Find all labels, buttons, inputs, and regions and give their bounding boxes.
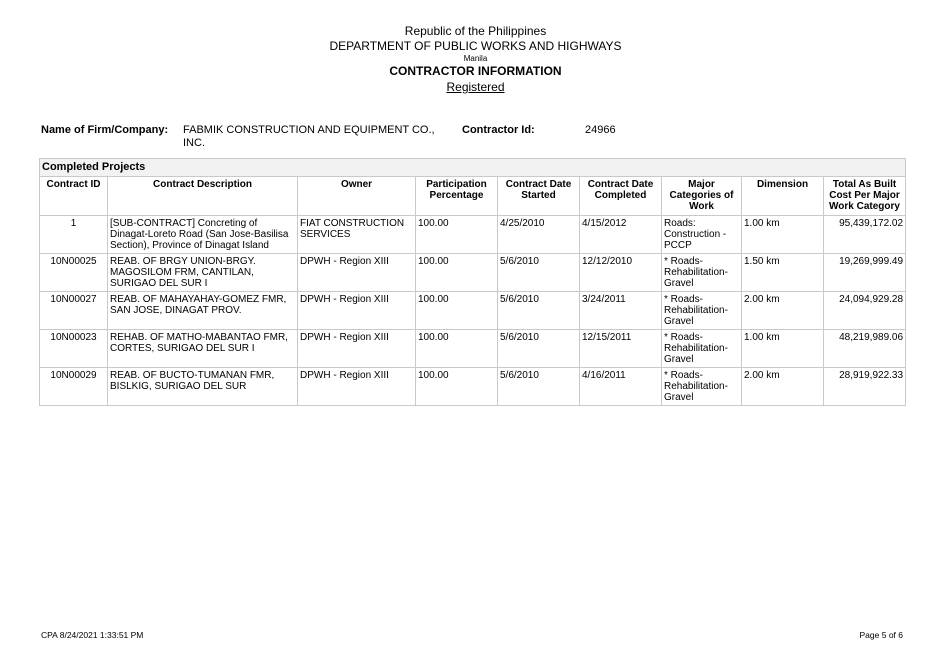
column-header: Contract Description bbox=[108, 177, 298, 216]
category-cell: * Roads- Rehabilitation- Gravel bbox=[662, 292, 742, 330]
column-header: Owner bbox=[298, 177, 416, 216]
contract-id-cell: 10N00025 bbox=[40, 254, 108, 292]
owner-cell: FIAT CONSTRUCTION SERVICES bbox=[298, 216, 416, 254]
participation-cell: 100.00 bbox=[416, 216, 498, 254]
column-header: Contract ID bbox=[40, 177, 108, 216]
cost-cell: 48,219,989.06 bbox=[824, 330, 906, 368]
table-row bbox=[40, 216, 906, 254]
date-started-cell: 5/6/2010 bbox=[498, 292, 580, 330]
status-label: Registered bbox=[446, 80, 505, 94]
contractor-id-label: Contractor Id: bbox=[462, 124, 535, 136]
header-department: DEPARTMENT OF PUBLIC WORKS AND HIGHWAYS bbox=[329, 39, 622, 53]
cost-cell: 95,439,172.02 bbox=[824, 216, 906, 254]
dimension-cell: 2.00 km bbox=[742, 368, 824, 406]
participation-cell: 100.00 bbox=[416, 292, 498, 330]
page-number: Page 5 of 6 bbox=[859, 630, 903, 640]
date-completed-cell: 4/16/2011 bbox=[580, 368, 662, 406]
date-completed-cell: 12/15/2011 bbox=[580, 330, 662, 368]
completed-projects-table bbox=[39, 158, 906, 406]
page-title: CONTRACTOR INFORMATION bbox=[389, 64, 562, 78]
column-header: Participation Percentage bbox=[416, 177, 498, 216]
column-header: Total As Built Cost Per Major Work Category bbox=[824, 177, 906, 216]
owner-cell: DPWH - Region XIII bbox=[298, 254, 416, 292]
date-started-cell: 5/6/2010 bbox=[498, 330, 580, 368]
dimension-cell: 1.00 km bbox=[742, 216, 824, 254]
description-cell: REAB. OF MAHAYAHAY-GOMEZ FMR, SAN JOSE, DINAGAT PROV. bbox=[108, 292, 298, 330]
cost-cell: 19,269,999.49 bbox=[824, 254, 906, 292]
category-cell: * Roads- Rehabilitation- Gravel bbox=[662, 254, 742, 292]
contract-id-cell: 10N00023 bbox=[40, 330, 108, 368]
participation-cell: 100.00 bbox=[416, 254, 498, 292]
cost-cell: 28,919,922.33 bbox=[824, 368, 906, 406]
section-title: Completed Projects bbox=[40, 159, 906, 177]
description-cell: REAB. OF BUCTO-TUMANAN FMR, BISLKIG, SURIGAO DEL SUR bbox=[108, 368, 298, 406]
description-cell: REHAB. OF MATHO-MABANTAO FMR, CORTES, SURIGAO DEL SUR I bbox=[108, 330, 298, 368]
header-republic: Republic of the Philippines bbox=[404, 24, 547, 38]
participation-cell: 100.00 bbox=[416, 368, 498, 406]
table-row bbox=[40, 368, 906, 406]
owner-cell: DPWH - Region XIII bbox=[298, 292, 416, 330]
table-row bbox=[40, 330, 906, 368]
date-completed-cell: 12/12/2010 bbox=[580, 254, 662, 292]
dimension-cell: 1.50 km bbox=[742, 254, 824, 292]
firm-name-label: Name of Firm/Company: bbox=[41, 124, 169, 136]
date-started-cell: 5/6/2010 bbox=[498, 368, 580, 406]
date-completed-cell: 3/24/2011 bbox=[580, 292, 662, 330]
cost-cell: 24,094,929.28 bbox=[824, 292, 906, 330]
category-cell: * Roads- Rehabilitation- Gravel bbox=[662, 330, 742, 368]
dimension-cell: 2.00 km bbox=[742, 292, 824, 330]
contract-id-cell: 10N00029 bbox=[40, 368, 108, 406]
category-cell: * Roads- Rehabilitation- Gravel bbox=[662, 368, 742, 406]
date-completed-cell: 4/15/2012 bbox=[580, 216, 662, 254]
column-header: Dimension bbox=[742, 177, 824, 216]
dimension-cell: 1.00 km bbox=[742, 330, 824, 368]
firm-name-value: FABMIK CONSTRUCTION AND EQUIPMENT CO., INC. bbox=[183, 124, 435, 149]
description-cell: [SUB-CONTRACT] Concreting of Dinagat-Loreto Road (San Jose-Basilisa Section), Province of Dinagat Island bbox=[108, 216, 298, 254]
header-city: Manila bbox=[463, 54, 488, 63]
owner-cell: DPWH - Region XIII bbox=[298, 368, 416, 406]
description-cell: REAB. OF BRGY UNION-BRGY. MAGOSILOM FRM, CANTILAN, SURIGAO DEL SUR I bbox=[108, 254, 298, 292]
table-row bbox=[40, 292, 906, 330]
contract-id-cell: 1 bbox=[40, 216, 108, 254]
column-header: Major Categories of Work bbox=[662, 177, 742, 216]
contract-id-cell: 10N00027 bbox=[40, 292, 108, 330]
participation-cell: 100.00 bbox=[416, 330, 498, 368]
category-cell: Roads: Construction - PCCP bbox=[662, 216, 742, 254]
column-header: Contract Date Completed bbox=[580, 177, 662, 216]
contractor-id-value: 24966 bbox=[585, 124, 616, 136]
date-started-cell: 5/6/2010 bbox=[498, 254, 580, 292]
table-row bbox=[40, 254, 906, 292]
owner-cell: DPWH - Region XIII bbox=[298, 330, 416, 368]
date-started-cell: 4/25/2010 bbox=[498, 216, 580, 254]
column-header: Contract Date Started bbox=[498, 177, 580, 216]
print-timestamp: CPA 8/24/2021 1:33:51 PM bbox=[41, 630, 144, 640]
